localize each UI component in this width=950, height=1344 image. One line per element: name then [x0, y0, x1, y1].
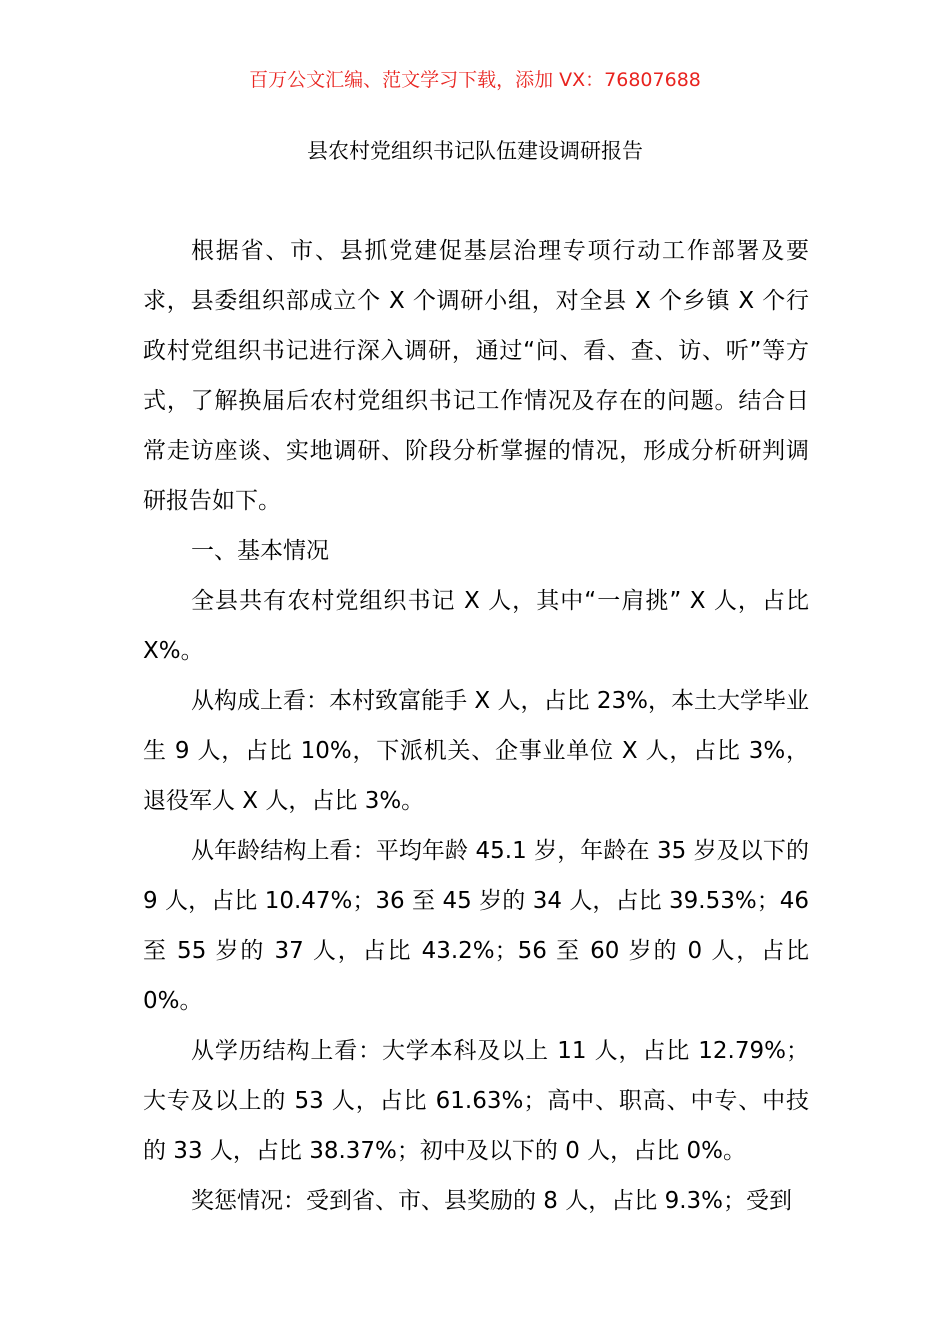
paragraph-intro: 根据省、市、县抓党建促基层治理专项行动工作部署及要求，县委组织部成立个 X 个调研小组，对全县 X 个乡镇 X 个行政村党组织书记进行深入调研，通过“问、看、查、访、听”等方式，了解换届后农村党组织书记工作情况及存在的问题。结合日常走访座谈、实地调研、阶段分析掌握的情况，形成分析研判调研报告如下。	[143, 238, 809, 514]
section-heading-basic-situation: 一、基本情况	[191, 538, 329, 564]
promo-banner: 百万公文汇编、范文学习下载，添加 VX：76807688	[249, 69, 701, 91]
page-title: 县农村党组织书记队伍建设调研报告	[307, 139, 643, 163]
document-body	[143, 226, 809, 1226]
paragraph-rewards-penalties: 奖惩情况：受到省、市、县奖励的 8 人，占比 9.3%；受到	[191, 1188, 792, 1214]
paragraph-age-structure: 从年龄结构上看：平均年龄 45.1 岁，年龄在 35 岁及以下的 9 人，占比 10.47%；36 至 45 岁的 34 人，占比 39.53%；46 至 55 岁的 37 人，占比 43.2%；56 至 60 岁的 0 人，占比 0%。	[143, 838, 809, 1014]
paragraph-total-count: 全县共有农村党组织书记 X 人，其中“一肩挑” X 人，占比 X%。	[143, 588, 809, 664]
paragraph-education-structure: 从学历结构上看：大学本科及以上 11 人，占比 12.79%；大专及以上的 53 人，占比 61.63%；高中、职高、中专、中技的 33 人，占比 38.37%；初中及以下的 0 人，占比 0%。	[143, 1038, 809, 1164]
paragraph-composition: 从构成上看：本村致富能手 X 人，占比 23%，本土大学毕业生 9 人，占比 10%，下派机关、企事业单位 X 人，占比 3%，退役军人 X 人，占比 3%。	[143, 688, 809, 814]
